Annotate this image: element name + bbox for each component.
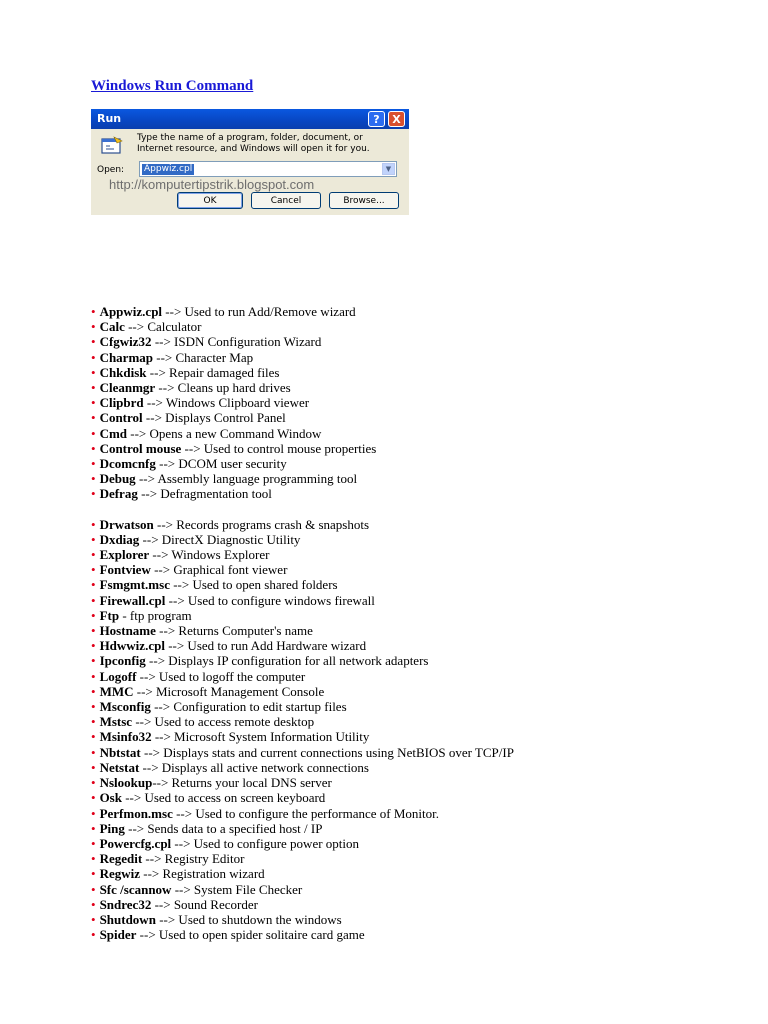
bullet-icon: • [91, 607, 96, 623]
bullet-icon: • [91, 835, 96, 851]
browse-button: Browse... [329, 192, 399, 209]
list-item [91, 821, 514, 836]
command-name: Powercfg.cpl [99, 835, 172, 851]
watermark-url: http://komputertipstrik.blogspot.com [109, 177, 315, 192]
list-item [91, 410, 514, 425]
command-description: --> Used to access remote desktop [132, 714, 315, 730]
list-item [91, 608, 514, 623]
list-item [91, 547, 514, 562]
list-item [91, 319, 514, 334]
command-description: --> Displays stats and current connections using NetBIOS over TCP/IP [140, 744, 514, 760]
list-item [91, 775, 514, 790]
command-name: Sndrec32 [99, 896, 152, 912]
list-item [91, 638, 514, 653]
list-item [91, 380, 514, 395]
bullet-icon: • [91, 547, 96, 563]
command-description: --> Cleans up hard drives [155, 380, 291, 396]
bullet-icon: • [91, 896, 96, 912]
bullet-icon: • [91, 364, 96, 380]
list-item [91, 350, 514, 365]
list-item [91, 426, 514, 441]
command-description: --> Sends data to a specified host / IP [124, 820, 323, 836]
list-item [91, 836, 514, 851]
list-item [91, 745, 514, 760]
command-name: Hostname [99, 623, 156, 639]
command-description: --> Graphical font viewer [150, 562, 288, 578]
bullet-icon: • [91, 592, 96, 608]
command-description: - ftp program [119, 607, 192, 623]
command-description: --> Calculator [124, 319, 202, 335]
command-name: Logoff [99, 668, 137, 684]
command-description: --> Displays all active network connections [139, 759, 369, 775]
command-name: Appwiz.cpl [99, 304, 163, 319]
command-description: --> Microsoft Management Console [133, 683, 325, 699]
bullet-icon: • [91, 759, 96, 775]
command-name: Defrag [99, 486, 138, 502]
bullet-icon: • [91, 304, 96, 319]
bullet-icon: • [91, 349, 96, 365]
bullet-icon: • [91, 683, 96, 699]
command-description: --> Used to configure windows firewall [165, 592, 375, 608]
command-name: Mstsc [99, 714, 133, 730]
open-label: Open: [97, 165, 125, 175]
bullet-icon: • [91, 790, 96, 806]
list-item [91, 517, 514, 532]
command-name: Osk [99, 790, 122, 806]
bullet-icon: • [91, 668, 96, 684]
command-description: --> Windows Clipboard viewer [143, 395, 310, 411]
list-item [91, 653, 514, 668]
bullet-icon: • [91, 410, 96, 426]
command-description: --> DirectX Diagnostic Utility [139, 531, 301, 547]
run-program-icon [100, 135, 124, 155]
command-name: Nslookup [99, 775, 153, 791]
open-combobox [139, 161, 397, 177]
command-name: Msinfo32 [99, 729, 152, 745]
command-description: --> Used to run Add/Remove wizard [162, 304, 356, 319]
command-name: Cleanmgr [99, 380, 156, 396]
list-item [91, 927, 514, 942]
list-item [91, 882, 514, 897]
command-name: Dxdiag [99, 531, 140, 547]
bullet-icon: • [91, 911, 96, 927]
list-item [91, 912, 514, 927]
command-description: --> Displays IP configuration for all network adapters [145, 653, 429, 669]
command-name: Debug [99, 471, 136, 487]
run-dialog-title: Run [97, 112, 122, 125]
bullet-icon: • [91, 395, 96, 411]
command-description: --> Used to configure the performance of Monitor. [172, 805, 440, 821]
bullet-icon: • [91, 380, 96, 396]
command-description: --> Used to open shared folders [169, 577, 338, 593]
list-item [91, 593, 514, 608]
bullet-icon: • [91, 638, 96, 654]
command-description: --> Used to shutdown the windows [155, 911, 342, 927]
command-name: Regedit [99, 851, 143, 867]
bullet-icon: • [91, 562, 96, 578]
command-description: --> Returns Computer's name [155, 623, 313, 639]
cancel-button: Cancel [251, 192, 321, 209]
command-name: Firewall.cpl [99, 592, 166, 608]
bullet-icon: • [91, 866, 96, 882]
ok-button: OK [177, 192, 243, 209]
list-item [91, 365, 514, 380]
list-item [91, 532, 514, 547]
bullet-icon: • [91, 334, 96, 350]
command-description: --> Opens a new Command Window [127, 425, 322, 441]
list-item [91, 623, 514, 638]
command-description: --> Repair damaged files [146, 364, 280, 380]
command-name: Control [99, 410, 143, 426]
bullet-icon: • [91, 319, 96, 335]
command-name: Nbtstat [99, 744, 141, 760]
bullet-icon: • [91, 927, 96, 943]
bullet-icon: • [91, 699, 96, 715]
command-name: Ftp [99, 607, 120, 623]
command-name: Drwatson [99, 516, 154, 532]
command-description: --> Records programs crash & snapshots [153, 516, 370, 532]
list-item [91, 395, 514, 410]
bullet-icon: • [91, 456, 96, 472]
list-item [91, 897, 514, 912]
bullet-icon: • [91, 425, 96, 441]
bullet-icon: • [91, 577, 96, 593]
run-dialog-message: Type the name of a program, folder, document, or Internet resource, and Windows will open it for you. [137, 133, 370, 154]
bullet-icon: • [91, 653, 96, 669]
list-item [91, 441, 514, 456]
command-name: Hdwwiz.cpl [99, 638, 165, 654]
command-name: Shutdown [99, 911, 156, 927]
command-description: --> Used to access on screen keyboard [121, 790, 326, 806]
bullet-icon: • [91, 516, 96, 532]
bullet-icon: • [91, 881, 96, 897]
list-item [91, 334, 514, 349]
bullet-icon: • [91, 775, 96, 791]
command-description: --> Registry Editor [142, 851, 245, 867]
command-description: --> DCOM user security [155, 456, 287, 472]
command-name: Calc [99, 319, 125, 335]
command-name: Sfc /scannow [99, 881, 172, 897]
bullet-icon: • [91, 714, 96, 730]
list-item [91, 304, 514, 319]
command-name: Perfmon.msc [99, 805, 173, 821]
command-name: Cfgwiz32 [99, 334, 152, 350]
command-description: --> ISDN Configuration Wizard [151, 334, 322, 350]
list-item [91, 669, 514, 684]
command-name: Control mouse [99, 440, 182, 456]
bullet-icon: • [91, 744, 96, 760]
command-name: Charmap [99, 349, 154, 365]
command-description: --> Used to logoff the computer [136, 668, 306, 684]
list-item [91, 866, 514, 881]
open-value: Appwiz.cpl [144, 164, 193, 174]
command-description: --> Defragmentation tool [137, 486, 272, 502]
command-name: Ping [99, 820, 125, 836]
command-description: --> Used to open spider solitaire card game [136, 927, 365, 943]
command-name: Chkdisk [99, 364, 147, 380]
command-list [91, 304, 514, 942]
command-name: Fsmgmt.msc [99, 577, 170, 593]
help-button: ? [368, 111, 385, 127]
list-item [91, 456, 514, 471]
command-description: --> Microsoft System Information Utility [151, 729, 370, 745]
run-dialog-titlebar [91, 109, 409, 129]
list-item [91, 684, 514, 699]
command-name: Dcomcnfg [99, 456, 156, 472]
list-item [91, 562, 514, 577]
run-dialog-screenshot [91, 109, 409, 215]
list-spacer [91, 502, 514, 517]
bullet-icon: • [91, 531, 96, 547]
bullet-icon: • [91, 623, 96, 639]
close-button: X [388, 111, 405, 127]
command-description: --> Used to control mouse properties [181, 440, 377, 456]
command-name: Explorer [99, 547, 150, 563]
command-description: --> Registration wizard [140, 866, 265, 882]
command-description: --> System File Checker [171, 881, 303, 897]
command-description: --> Character Map [153, 349, 254, 365]
list-item [91, 790, 514, 805]
command-name: Netstat [99, 759, 140, 775]
list-item [91, 699, 514, 714]
list-item [91, 729, 514, 744]
bullet-icon: • [91, 729, 96, 745]
command-name: Clipbrd [99, 395, 144, 411]
command-name: Ipconfig [99, 653, 146, 669]
list-item [91, 851, 514, 866]
command-name: Cmd [99, 425, 128, 441]
command-description: --> Used to configure power option [171, 835, 360, 851]
page-title-link[interactable]: Windows Run Command [91, 78, 254, 94]
command-description: --> Configuration to edit startup files [150, 699, 347, 715]
command-description: --> Sound Recorder [151, 896, 258, 912]
command-name: Regwiz [99, 866, 140, 882]
list-item [91, 714, 514, 729]
list-item [91, 486, 514, 501]
bullet-icon: • [91, 820, 96, 836]
command-description: --> Used to run Add Hardware wizard [164, 638, 367, 654]
command-description: --> Returns your local DNS server [152, 775, 332, 791]
bullet-icon: • [91, 471, 96, 487]
list-item [91, 471, 514, 486]
command-description: --> Assembly language programming tool [135, 471, 358, 487]
command-name: Msconfig [99, 699, 151, 715]
bullet-icon: • [91, 851, 96, 867]
list-item [91, 806, 514, 821]
command-name: MMC [99, 683, 134, 699]
command-description: --> Windows Explorer [149, 547, 270, 563]
list-item [91, 760, 514, 775]
bullet-icon: • [91, 440, 96, 456]
command-name: Fontview [99, 562, 151, 578]
command-description: --> Displays Control Panel [142, 410, 286, 426]
chevron-down-icon: ▼ [382, 163, 395, 175]
command-name: Spider [99, 927, 137, 943]
bullet-icon: • [91, 486, 96, 502]
list-item [91, 577, 514, 592]
bullet-icon: • [91, 805, 96, 821]
